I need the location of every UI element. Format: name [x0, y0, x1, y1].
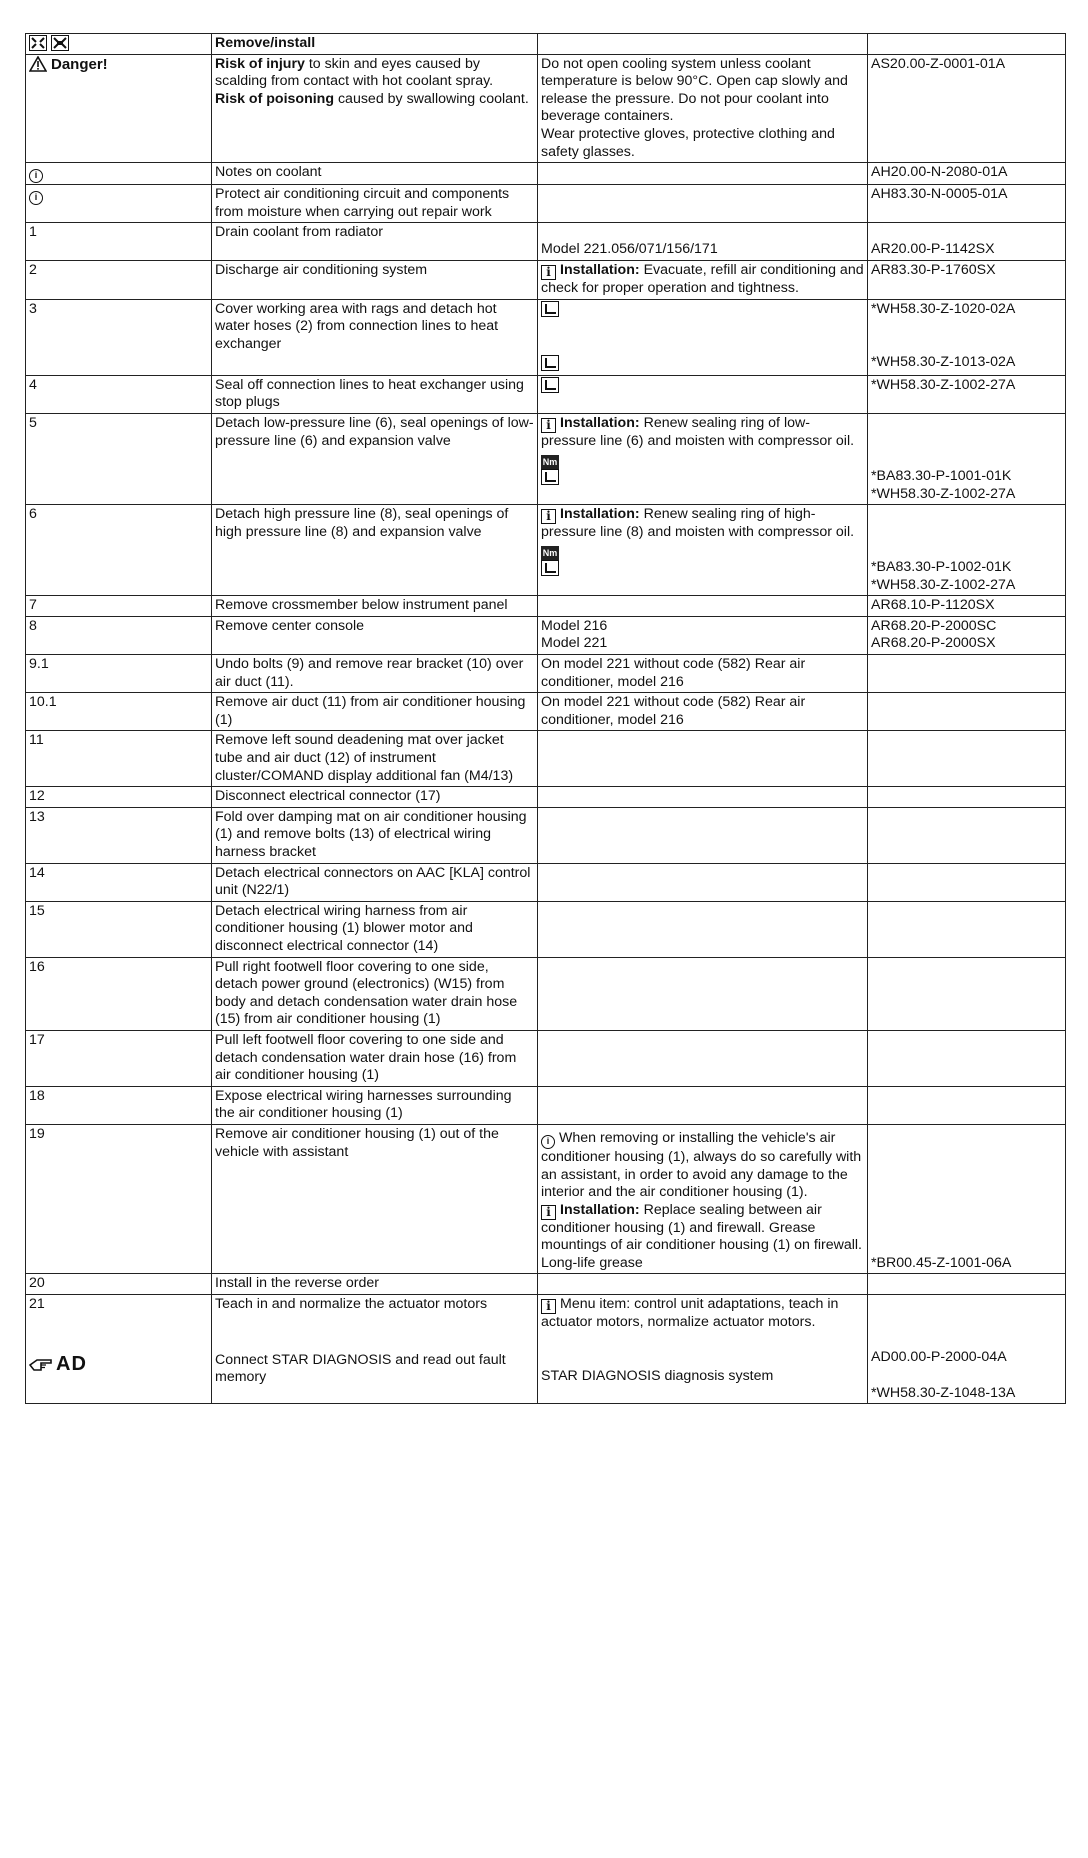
danger-risks: Risk of injury to skin and eyes caused by scalding from contact with hot coolant spray. Risk of poisoning caused by swallowing coolant.	[212, 54, 538, 163]
step-row: 15 Detach electrical wiring harness from air conditioner housing (1) blower motor and disconnect electrical connector (14)	[26, 901, 1066, 957]
step-row: 13 Fold over damping mat on air conditioner housing (1) and remove bolts (13) of electrical wiring harness bracket	[26, 807, 1066, 863]
step-row: 18 Expose electrical wiring harnesses surrounding the air conditioner housing (1)	[26, 1086, 1066, 1124]
step-row: 1 Drain coolant from radiator Model 221.056/071/156/171 AR20.00-P-1142SX	[26, 223, 1066, 261]
step-row: 8 Remove center console Model 216 Model 221 AR68.20-P-2000SC AR68.20-P-2000SX	[26, 616, 1066, 654]
info-icon: i	[541, 265, 556, 280]
header-title: Remove/install	[212, 34, 538, 55]
special-tool-icon	[541, 560, 559, 576]
torque-nm-icon: Nm	[542, 547, 558, 558]
warning-triangle-icon	[29, 56, 47, 72]
note-icon: i	[541, 1135, 555, 1149]
special-tool-icon	[541, 301, 559, 317]
note-icon: i	[29, 169, 43, 183]
step-row: 10.1 Remove air duct (11) from air conditioner housing (1) On model 221 without code (582) Rear air conditioner, model 216	[26, 693, 1066, 731]
procedure-table	[25, 33, 1066, 1404]
step-row: 9.1 Undo bolts (9) and remove rear bracket (10) over air duct (11). On model 221 without code (582) Rear air conditioner, model 216	[26, 655, 1066, 693]
step-row: 4 Seal off connection lines to heat exchanger using stop plugs *WH58.30-Z-1002-27A	[26, 375, 1066, 413]
ad-label: AD	[56, 1352, 87, 1375]
header-row	[26, 34, 1066, 55]
step-row: 11 Remove left sound deadening mat over jacket tube and air duct (12) of instrument cluster/COMAND display additional fan (M4/13)	[26, 731, 1066, 787]
special-tool-icon	[541, 355, 559, 371]
step-row: 3 Cover working area with rags and detach hot water hoses (2) from connection lines to heat exchanger *WH58.30-Z-1020-02A *WH58.30-Z-1013-02A	[26, 299, 1066, 375]
install-symbol-icon	[51, 35, 69, 51]
step-row: 2 Discharge air conditioning system i Installation: Evacuate, refill air conditioning and check for proper operation and tightness. AR83.30-P-1760SX	[26, 260, 1066, 299]
info-icon: i	[541, 509, 556, 524]
step-row: 19 Remove air conditioner housing (1) out of the vehicle with assistant i When removing or installing the vehicle's air conditioner housing (1), always do so carefully with an assistant, in order to avoid any damage to the interior and the air conditioner housing (1). i Installation: Replace sealing between air conditioner housing (1) and firewall. Grease mountings of air conditioner housing (1) on firewall. Long-life grease *BR00.45-Z-1001-06A	[26, 1124, 1066, 1274]
danger-label: Danger!	[51, 55, 108, 73]
pointing-hand-icon	[29, 1356, 53, 1372]
step-row: 21 AD Teach in and normalize the actuator motors Connect STAR DIAGNOSIS and read out fault memory i Menu item: control unit adaptations, teach in actuator motors, normalize actuator motors. STAR DIAGNOSIS diagnosis system AD00.00-P-2000-04A *WH58.30-Z-1048-13A	[26, 1295, 1066, 1404]
step-row: 12 Disconnect electrical connector (17)	[26, 787, 1066, 808]
note-row: i Notes on coolant AH20.00-N-2080-01A	[26, 163, 1066, 185]
step-row: 6 Detach high pressure line (8), seal openings of high pressure line (8) and expansion valve i Installation: Renew sealing ring of high-pressure line (8) and moisten with compressor oil. Nm *BA83.30-P-1002-01K *WH58.30-Z-1002-27A	[26, 505, 1066, 596]
info-icon: i	[541, 1299, 556, 1314]
danger-row	[26, 54, 1066, 163]
remove-symbol-icon	[29, 35, 47, 51]
note-icon: i	[29, 191, 43, 205]
danger-measures: Do not open cooling system unless coolant temperature is below 90°C. Open cap slowly and release the pressure. Do not pour coolant into beverage containers. Wear protective gloves, protective clothing and safety glasses.	[538, 54, 868, 163]
step-row: 16 Pull right footwell floor covering to one side, detach power ground (electronics) (W15) from body and detach condensation water drain hose (15) from air conditioner housing (1)	[26, 957, 1066, 1030]
info-icon: i	[541, 1205, 556, 1220]
info-icon: i	[541, 418, 556, 433]
special-tool-icon	[541, 377, 559, 393]
step-row: 17 Pull left footwell floor covering to one side and detach condensation water drain hose (16) from air conditioner housing (1)	[26, 1030, 1066, 1086]
step-row: 5 Detach low-pressure line (6), seal openings of low-pressure line (6) and expansion valve i Installation: Renew sealing ring of low-pressure line (6) and moisten with compressor oil. Nm *BA83.30-P-1001-01K *WH58.30-Z-1002-27A	[26, 413, 1066, 504]
step-row: 7 Remove crossmember below instrument panel AR68.10-P-1120SX	[26, 596, 1066, 617]
step-row: 20 Install in the reverse order	[26, 1274, 1066, 1295]
danger-ref: AS20.00-Z-0001-01A	[868, 54, 1066, 163]
special-tool-icon	[541, 469, 559, 485]
torque-nm-icon: Nm	[542, 456, 558, 467]
step-row: 14 Detach electrical connectors on AAC [KLA] control unit (N22/1)	[26, 863, 1066, 901]
note-row: i Protect air conditioning circuit and components from moisture when carrying out repair work AH83.30-N-0005-01A	[26, 185, 1066, 223]
